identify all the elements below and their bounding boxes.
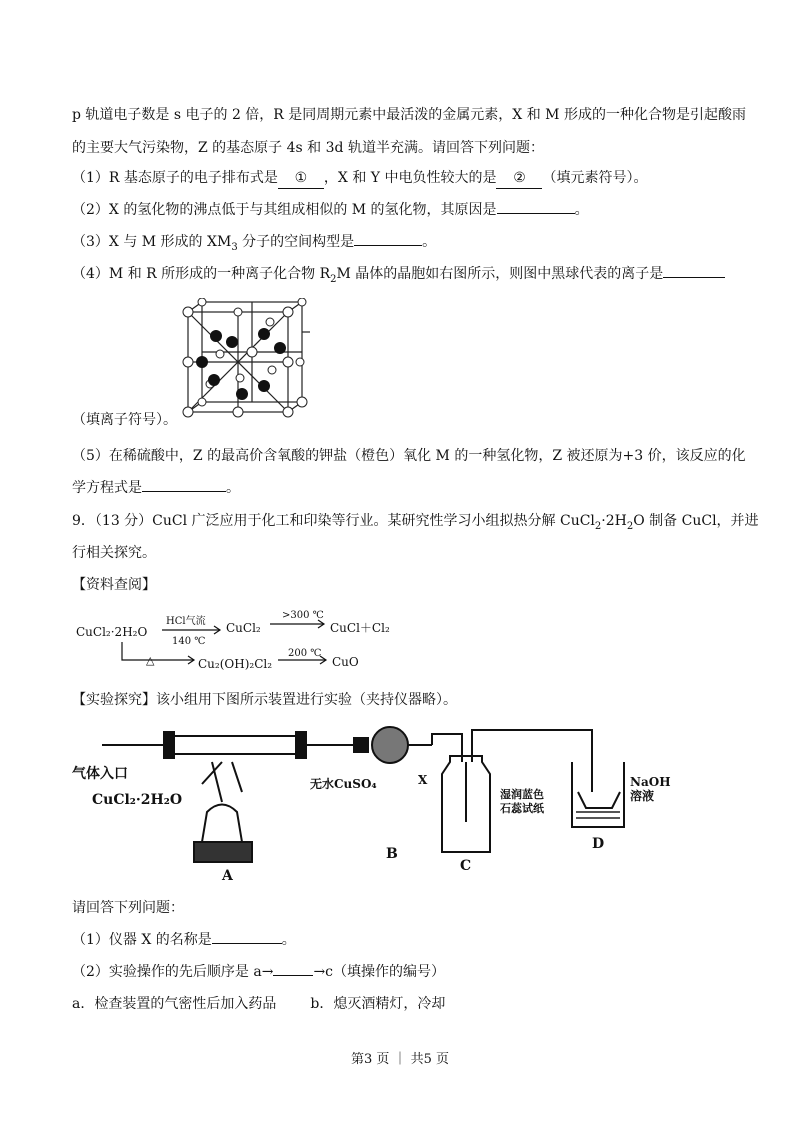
label-a: A	[222, 868, 233, 882]
option-a: a．检查装置的气密性后加入药品	[72, 996, 277, 1012]
label-x: X	[418, 773, 428, 787]
label-litmus-1: 湿润蓝色	[500, 788, 544, 801]
paragraph-line-1: p 轨道电子数是 s 电子的 2 倍，R 是同周期元素中最活泼的金属元素，X 和 M 形成的一种化合物是引起酸雨	[72, 107, 746, 123]
rxn-cond3: △	[146, 654, 155, 667]
rxn-cond1-bottom: 140 ℃	[172, 636, 206, 647]
label-naoh-1: NaOH	[630, 775, 671, 789]
rxn-start: CuCl₂·2H₂O	[76, 625, 148, 639]
reaction-scheme	[74, 600, 454, 672]
label-sample: CuCl₂·2H₂O	[92, 792, 183, 808]
section-heading-experiment: 【实验探究】该小组用下图所示装置进行实验（夹持仪器略）。	[72, 692, 457, 708]
question-3: （3）X 与 M 形成的 $XM_3$ 分子的空间构型是 。	[72, 234, 437, 253]
answer-blank-7[interactable]	[212, 943, 282, 944]
option-b: b．熄灭酒精灯，冷却	[310, 996, 446, 1012]
sub-question-2: （2）实验操作的先后顺序是 a→ →c（填操作的编号）	[72, 964, 446, 980]
answer-blank-8[interactable]	[273, 975, 313, 976]
question-5-line-1: （5）在稀硫酸中，Z 的最高价含氧酸的钾盐（橙色）氧化 M 的一种氢化物，Z 被还原为+3 价，该反应的化	[72, 448, 746, 464]
problem-9-line-2: 行相关探究。	[72, 545, 156, 561]
label-c: C	[460, 858, 472, 874]
sub-question-1: （1）仪器 X 的名称是 。	[72, 932, 296, 948]
answer-blank-3[interactable]	[497, 213, 575, 214]
label-b: B	[386, 846, 398, 862]
label-litmus-2: 石蕊试纸	[500, 802, 544, 815]
question-5-line-2: 学方程式是 。	[72, 480, 240, 496]
label-naoh-2: 溶液	[630, 789, 655, 803]
paragraph-line-2: 的主要大气污染物，Z 的基态原子 4s 和 3d 轨道半充满。请回答下列问题：	[72, 140, 544, 156]
section-heading-reference: 【资料查阅】	[72, 577, 156, 593]
rxn-cond2-top: >300 ℃	[282, 610, 324, 621]
label-gas-inlet: 气体入口	[72, 766, 128, 782]
question-1: （1）R 基态原子的电子排布式是 ① ，X 和 Y 中电负性较大的是 ② （填元素符号）。	[72, 168, 740, 189]
apparatus-figure	[72, 712, 682, 882]
question-4: （4）M 和 R 所形成的一种离子化合物 $R_2M$ 晶体的晶胞如右图所示，则图中黑球代表的离子是	[72, 264, 740, 290]
answer-blank-1[interactable]: ①	[278, 168, 324, 189]
crystal-cell-figure	[180, 298, 315, 418]
rxn-mid2: Cu₂(OH)₂Cl₂	[198, 657, 273, 671]
answer-blank-5[interactable]	[663, 277, 725, 278]
rxn-prod1: CuCl＋Cl₂	[330, 621, 390, 635]
question-2: （2）X 的氢化物的沸点低于与其组成相似的 M 的氢化物，其原因是 。	[72, 202, 589, 218]
question-4-tail: （填离子符号）。	[72, 412, 177, 428]
answer-blank-6[interactable]	[142, 491, 226, 492]
answer-blank-4[interactable]	[354, 245, 422, 246]
questions-intro: 请回答下列问题：	[72, 900, 184, 916]
rxn-cond1-top: HCl气流	[166, 616, 206, 627]
rxn-mid1: CuCl₂	[226, 621, 261, 635]
page-footer: 第3 页 ｜ 共5 页	[350, 1052, 450, 1067]
problem-9-line-1: 9．（13 分）CuCl 广泛应用于化工和印染等行业。某研究性学习小组拟热分解 $CuCl_2\cdot 2H_2O$ 制备 CuCl，并进	[72, 513, 759, 532]
answer-blank-2[interactable]: ②	[496, 168, 542, 189]
label-d: D	[592, 836, 605, 852]
rxn-cond4: 200 ℃	[288, 648, 322, 659]
label-cuso4: 无水CuSO₄	[310, 777, 377, 791]
rxn-prod2: CuO	[332, 655, 359, 669]
options-line	[72, 994, 740, 1014]
